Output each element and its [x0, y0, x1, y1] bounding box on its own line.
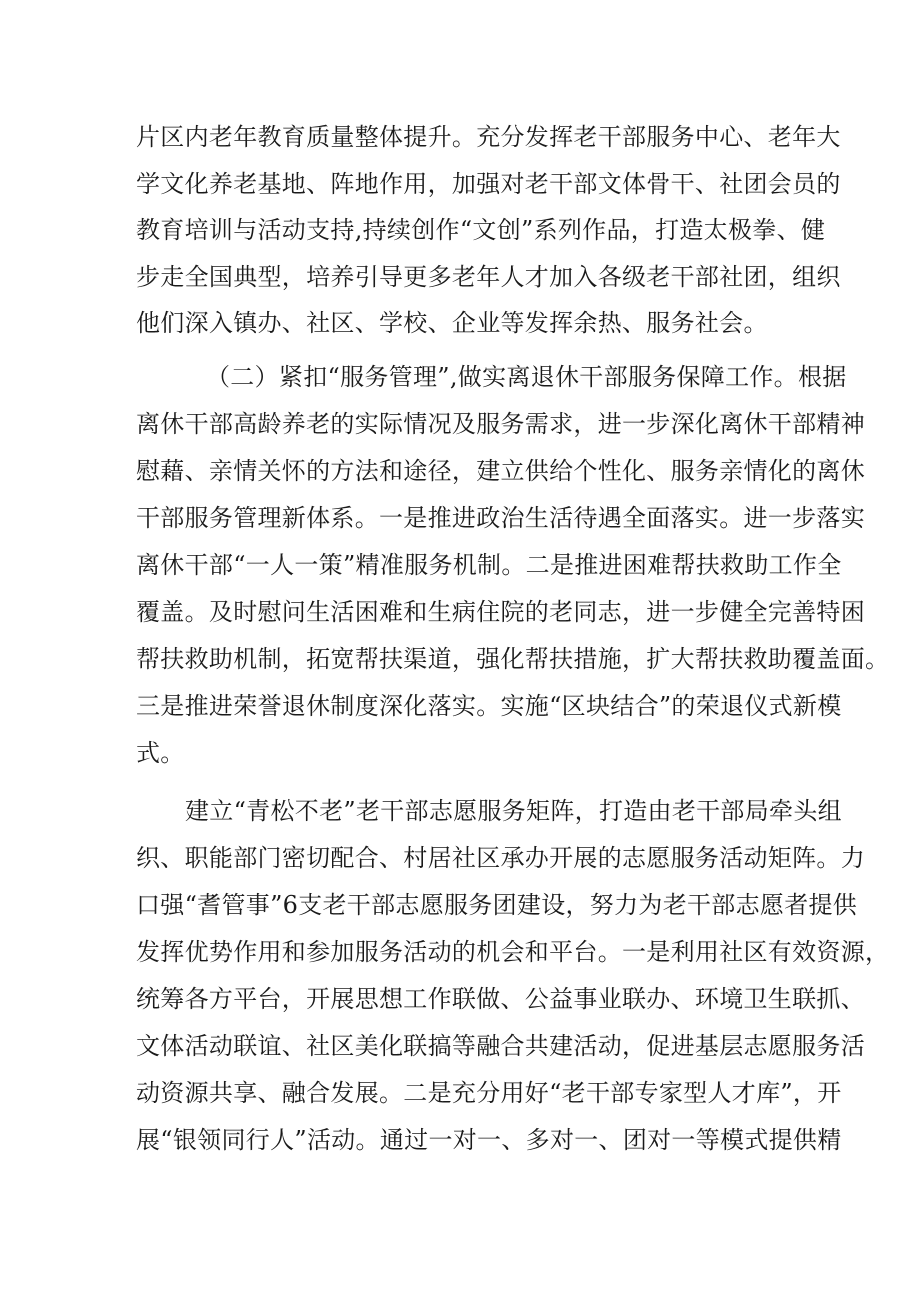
- text-line: 织、职能部门密切配合、村居社区承办开展的志愿服务活动矩阵。力: [136, 844, 865, 872]
- text-line: 展“银领同行人”活动。通过一对一、多对一、团对一等模式提供精: [136, 1126, 842, 1154]
- text-line: 教育培训与活动支持,持续创作“文创”系列作品，打造太极拳、健: [136, 216, 826, 244]
- text-line: 干部服务管理新体系。一是推进政治生活待遇全面落实。进一步落实: [136, 504, 865, 532]
- text-line: 文体活动联谊、社区美化联搞等融合共建活动，促进基层志愿服务活: [136, 1032, 865, 1060]
- text-line: 离休干部“一人一策”精准服务机制。二是推进困难帮扶救助工作全: [136, 551, 842, 579]
- text-line: 学文化养老基地、阵地作用，加强对老干部文体骨干、社团会员的: [136, 170, 841, 198]
- text-line: 帮扶救助机制，拓宽帮扶渠道，强化帮扶措施，扩大帮扶救助覆盖面。: [136, 645, 890, 673]
- text-line: 慰藉、亲情关怀的方法和途径，建立供给个性化、服务亲情化的离休: [136, 457, 865, 485]
- text-line: 片区内老年教育质量整体提升。充分发挥老干部服务中心、老年大: [136, 123, 841, 151]
- text-line: 口强“耆管事”6支老干部志愿服务团建设，努力为老干部志愿者提供: [136, 891, 858, 919]
- paragraph-start-line: 建立“青松不老”老干部志愿服务矩阵，打造由老干部局牵头组: [185, 797, 842, 825]
- text-line: 式。: [136, 739, 185, 767]
- section-heading-line: （二）紧扣“服务管理”,做实离退休干部服务保障工作。根据: [206, 363, 847, 391]
- text-line: 离休干部高龄养老的实际情况及服务需求，进一步深化离休干部精神: [136, 410, 865, 438]
- text-line: 动资源共享、融合发展。二是充分用好“老干部专家型人才库”，开: [136, 1079, 842, 1107]
- text-line: 三是推进荣誉退休制度深化落实。实施“区块结合”的荣退仪式新模: [136, 692, 842, 720]
- text-line: 统筹各方平台，开展思想工作联做、公益事业联办、环境卫生联抓、: [136, 985, 865, 1013]
- text-line: 步走全国典型，培养引导更多老年人才加入各级老干部社团，组织: [136, 263, 841, 291]
- text-line: 覆盖。及时慰问生活困难和生病住院的老同志，进一步健全完善特困: [136, 598, 865, 626]
- text-line: 他们深入镇办、社区、学校、企业等发挥余热、服务社会。: [136, 309, 768, 337]
- text-line: 发挥优势作用和参加服务活动的机会和平台。一是利用社区有效资源，: [136, 938, 890, 966]
